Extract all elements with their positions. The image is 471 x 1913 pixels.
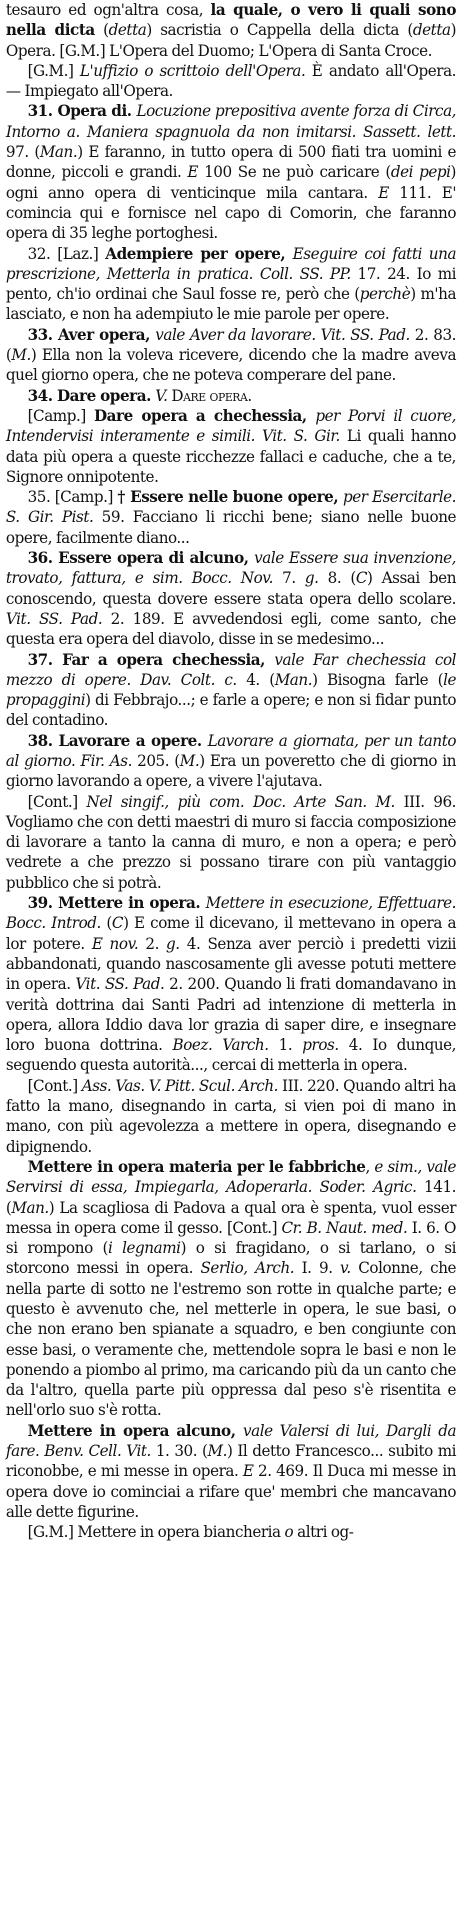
citation-text: vale Far chechessia col mezzo di opere. Dav. Colt. c. — [5, 650, 457, 689]
citation-text: Cr. B. Naut. med. — [281, 1218, 408, 1237]
dictionary-entry-paragraph — [6, 406, 456, 487]
body-text: 205. ( — [131, 751, 180, 770]
body-text: ) E come il dicevano, il mettevano in opera a lor potere. — [5, 914, 457, 953]
body-text: 4. ( — [236, 670, 275, 689]
body-text: ) Opera. [G.M.] L'Opera del Duomo; L'Opera di Santa Croce. — [5, 21, 457, 60]
dictionary-entry-paragraph — [6, 650, 456, 731]
body-text: ) ogni anno opera di venticinque mila cantara. — [5, 163, 457, 202]
body-text: ) di Febbrajo...; e farle a opere; e non si fidar punto del contadino. — [5, 691, 457, 730]
citation-text: E — [242, 1462, 254, 1481]
citation-text: vale Essere sua invenzione, trovato, fattura, e sim. Bocc. Nov. — [5, 549, 457, 588]
citation-text: Vit. SS. Pad. — [5, 609, 103, 628]
citation-text: Locuzione prepositiva avente forza di Circa, Intorno a. Maniera spagnuola da non imitarsi. Sassett. lett. — [5, 102, 457, 141]
entry-headword: 33. Aver opera, — [27, 325, 156, 344]
body-text: 35. [Camp.] — [27, 488, 118, 507]
entry-headword: Mettere in opera materia per le fabbriche — [27, 1157, 366, 1176]
citation-text: detta — [108, 21, 147, 40]
body-text: ) La scagliosa di Padova a qual ora è spenta, vuol esser messa in opera come il gesso. [Cont.] — [5, 1198, 457, 1237]
dictionary-entry-paragraph — [6, 548, 456, 649]
body-text: tesauro ed ogn'altra cosa, — [5, 1, 211, 19]
citation-text: dei pepi — [390, 163, 451, 182]
citation-text: Serlio, Arch. — [200, 1259, 295, 1278]
citation-text: g. — [166, 934, 180, 953]
body-text: 32. [Laz.] — [27, 244, 106, 263]
body-text: ) Assai ben conoscendo, questa dovere essere stata opera dello scolare. — [5, 569, 457, 608]
body-text: 7. — [272, 569, 305, 588]
body-text: ) E faranno, in tutto opera di 500 fiati tra uomini e donne, piccoli e grandi. — [5, 143, 457, 182]
body-text: ) Bisogna farle ( — [312, 670, 444, 689]
body-text: Li quali hanno data più opera a queste ricchezze fallaci e caduche, che a te, Signore onnipotente. — [5, 427, 457, 486]
body-text: ) sacristia o Cappella della dicta ( — [146, 21, 413, 40]
entry-headword: la quale, o vero li quali sono nella dicta — [5, 1, 457, 40]
body-text: 2. 83. ( — [5, 325, 457, 365]
citation-text: Nel singif., più com. Doc. Arte San. M. — [86, 792, 395, 811]
citation-text: M. — [11, 346, 31, 365]
citation-text: i legnami — [107, 1239, 181, 1258]
body-text: ( — [100, 914, 112, 933]
dictionary-entry-paragraph — [6, 1421, 456, 1522]
citation-text: E nov. — [91, 934, 139, 953]
citation-text: Boez. Varch. — [172, 1036, 269, 1055]
body-text: 97. ( — [5, 143, 40, 162]
entry-headword: 38. Lavorare a opere. — [27, 731, 208, 750]
citation-text: Man. — [274, 670, 313, 689]
dictionary-entry-paragraph — [6, 1076, 456, 1157]
citation-text: Eseguire coi fatti una prescrizione, Metterla in pratica. Coll. SS. PP. — [5, 244, 457, 283]
citation-text: M. — [207, 1442, 227, 1461]
citation-text: detta — [412, 21, 451, 40]
body-text: Dare opera. — [171, 386, 252, 405]
entry-headword: 36. Essere opera di alcuno, — [27, 549, 255, 568]
citation-text: vale Aver da lavorare. Vit. SS. Pad. — [155, 325, 410, 344]
body-text: 111. E' comincia qui e fornisce nel capo di Comorin, che faranno opera di 35 leghe portoghesi. — [5, 183, 457, 243]
body-text: 100 Se ne può caricare ( — [198, 163, 391, 182]
citation-text: Man. — [39, 143, 78, 162]
citation-text: v. — [340, 1259, 351, 1278]
body-text: È andato all'Opera. — Impiegato all'Opera. — [5, 61, 457, 101]
body-text: I. 6. O si rompono ( — [5, 1218, 457, 1258]
body-text: I. 9. — [294, 1259, 341, 1278]
entry-headword: 39. Mettere in opera. — [27, 894, 206, 913]
entry-headword: 34. Dare opera. — [27, 386, 156, 405]
dictionary-entry-paragraph — [6, 893, 456, 1076]
body-text: ) m'ha lasciato, e non ha adempiuto le mie parole per opere. — [5, 285, 457, 324]
citation-text: per Porvi il cuore, Intendervisi interamente e simili. Vit. S. Gir. — [5, 406, 457, 446]
citation-text: Mettere in esecuzione, Effettuare. Bocc. Introd. — [5, 894, 457, 933]
entry-headword: 31. Opera di. — [27, 102, 137, 121]
body-text: [Cont.] — [27, 1076, 82, 1095]
dictionary-entry-paragraph — [6, 1522, 456, 1542]
entry-headword: Mettere in opera alcuno, — [27, 1421, 244, 1440]
body-text: altri og- — [293, 1523, 354, 1542]
body-text: III. 220. Quando altri ha fatto la mano, disegnando in carta, si vien poi di mano in mano, con più agevolezza a mettere in opera, disegnando e dipignendo. — [5, 1076, 457, 1156]
citation-text: Ass. Vas. V. Pitt. Scul. Arch. — [81, 1076, 279, 1095]
citation-text: E — [378, 183, 389, 202]
citation-text: Man. — [11, 1198, 49, 1217]
body-text: 2. 200. Quando li frati domandavano in verità dottrina dai Santi Padri ad intenzione di metterla in opera, allora Iddio dava lor grazia di saper dire, e insegnare loro buona dottrina. — [5, 975, 457, 1055]
body-text: 2. — [138, 934, 167, 953]
citation-text: L'uffizio o scrittoio dell'Opera. — [79, 61, 306, 80]
entry-headword: † Essere nelle buone opere, — [117, 488, 343, 507]
citation-text: vale Valersi di lui, Dargli da fare. Benv. Cell. Vit. — [5, 1421, 457, 1461]
dictionary-entry-paragraph — [6, 61, 456, 102]
dictionary-entry-paragraph — [6, 487, 456, 548]
body-text: Colonne, che nella parte di sotto ne l'estremo son rotte in qualche parte; e questo è avvenuto che, nel metterle in opera, le sue basi, o che non erano ben spianate a squadro, e ben congiunte con esse basi, o veramente che, mettendole sopra le basi e non le ponendo a piombo al primo, ma caricando più da un canto che da l'altro, quella parte più oppressa dal peso s'è risentita e nell'orlo suo s'è rotta. — [5, 1259, 457, 1420]
body-text: [G.M.] — [27, 61, 80, 80]
dictionary-entry-paragraph — [6, 0, 456, 61]
citation-text: V. — [155, 386, 172, 405]
body-text: ) o si fragidano, o si tarlano, o si storcono messi in opera. — [5, 1239, 457, 1278]
body-text: [Camp.] — [27, 406, 94, 425]
citation-text: perchè — [359, 285, 411, 304]
body-text: ) Il detto Francesco... subito mi riconobbe, e mi messe in opera. — [5, 1442, 457, 1481]
body-text: ( — [94, 21, 109, 40]
body-text: [Cont.] — [27, 792, 87, 811]
citation-text: Lavorare a giornata, per un tanto al giorno. Fir. As. — [5, 731, 457, 770]
entry-headword: 37. Far a opera chechessia, — [27, 650, 275, 669]
citation-text: per Esercitarle. S. Gir. Pist. — [5, 488, 457, 527]
body-text: 2. 469. Il Duca mi messe in opera dove io cominciai a rifare que' membri che mancavano alle dette figurine. — [5, 1462, 457, 1521]
citation-text: e sim., vale Servirsi di essa, Impiegarla, Adoperarla. Soder. Agric. — [5, 1157, 457, 1197]
body-text: 1. 30. ( — [150, 1442, 208, 1461]
body-text: 4. Senza aver perciò i predetti vizii abbandonati, quando nascosamente gli avesse potuti mettere in opera. — [5, 934, 457, 994]
dictionary-entry-paragraph — [6, 325, 456, 386]
dictionary-entry-paragraph — [6, 244, 456, 325]
citation-text: E — [187, 163, 199, 182]
citation-text: g. — [304, 569, 319, 588]
body-text: ) Ella non la voleva ricevere, dicendo che la madre aveva quel giorno opera, che ne poteva comperare del pane. — [5, 346, 457, 385]
citation-text: M. — [179, 751, 200, 770]
body-text: 59. Facciano li ricchi bene; siano nelle buone opere, facilmente diano... — [5, 508, 457, 547]
body-text: , — [365, 1157, 375, 1176]
dictionary-entry-paragraph — [6, 731, 456, 792]
entry-headword: Dare opera a chechessia, — [93, 406, 316, 425]
body-text: 8. ( — [318, 569, 356, 588]
citation-text: C — [111, 914, 124, 933]
dictionary-entry-paragraph — [6, 386, 456, 406]
dictionary-entry-paragraph — [6, 1157, 456, 1421]
body-text: III. 96. Vogliamo che con detti maestri di muro si faccia composizione di lavorare a tanto la canna di muro, e non a opera; e però vedrete a che prezzo si possano tirare con più vantaggio pubblico che si potrà. — [5, 792, 457, 892]
body-text: 2. 189. E avvedendosi egli, come santo, che questa era opera del diavolo, disse in se medesimo... — [5, 609, 457, 649]
citation-text: le propaggini — [5, 670, 457, 710]
body-text: [G.M.] Mettere in opera biancheria — [27, 1523, 285, 1542]
body-text: 4. Io dunque, seguendo questa autorità..., cercai di metterla in opera. — [5, 1036, 457, 1075]
body-text: ) Era un poveretto che di giorno in giorno lavorando a opere, a vivere l'ajutava. — [5, 751, 457, 791]
citation-text: C — [355, 569, 367, 588]
citation-text: o — [284, 1523, 294, 1542]
dictionary-entry-paragraph — [6, 101, 456, 243]
body-text: 17. 24. Io mi pento, ch'io ordinai che Saul fosse re, però che ( — [5, 264, 457, 304]
citation-text: Vit. SS. Pad. — [75, 975, 165, 994]
body-text: 141. ( — [5, 1178, 457, 1217]
entry-headword: Adempiere per opere, — [105, 244, 293, 263]
dictionary-entry-paragraph — [6, 792, 456, 893]
citation-text: pros. — [302, 1036, 339, 1055]
body-text: 1. — [268, 1036, 303, 1055]
